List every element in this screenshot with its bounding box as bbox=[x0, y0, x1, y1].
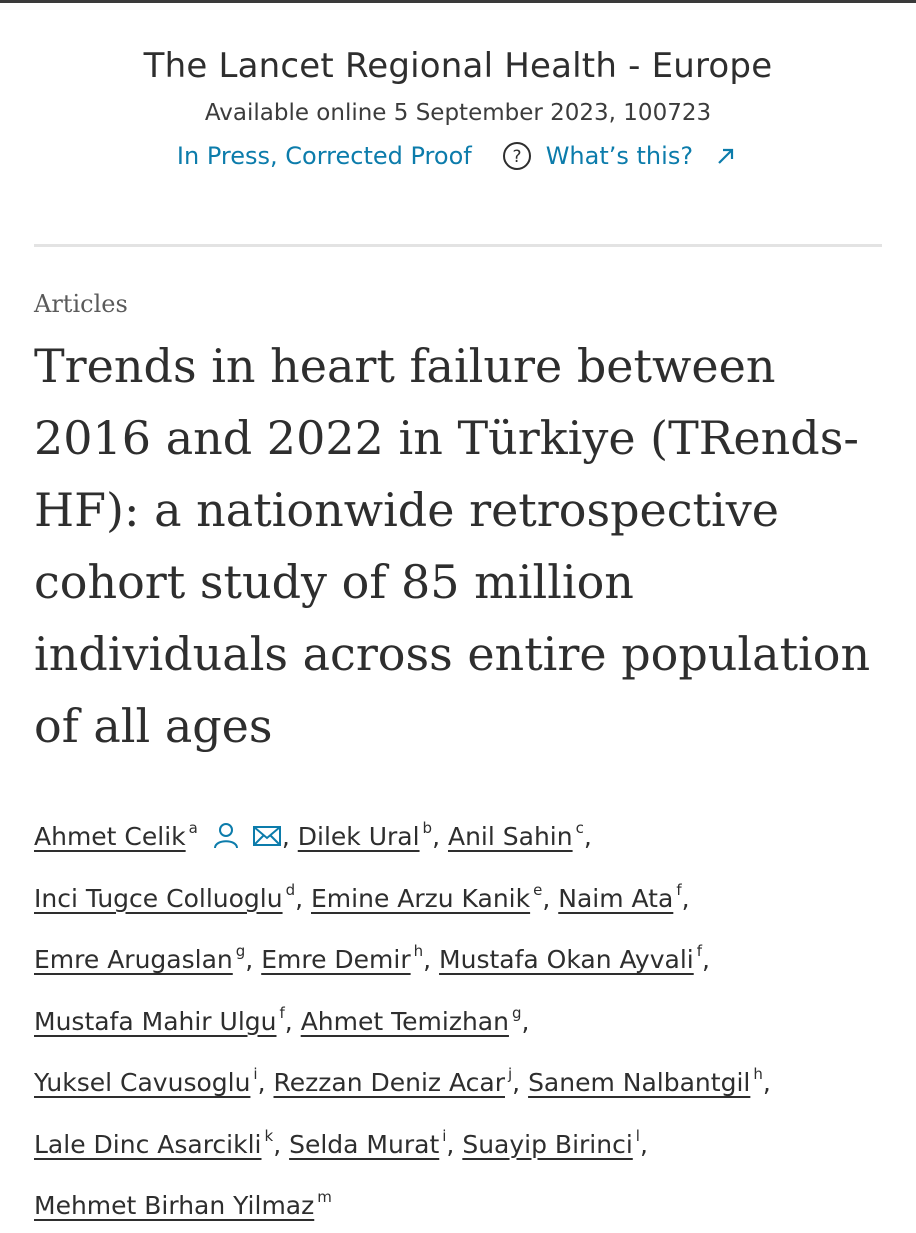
author-link[interactable]: Inci Tugce Colluoglu bbox=[34, 883, 283, 913]
affiliation-marker[interactable]: h bbox=[753, 1065, 763, 1083]
author-item: Dilek Ural $^b$, bbox=[297, 819, 448, 851]
external-link-arrow-icon[interactable] bbox=[713, 143, 739, 169]
author-link[interactable]: Mehmet Birhan Yilmaz bbox=[34, 1191, 315, 1220]
author-item: Ahmet Celik $^a$ , bbox=[34, 822, 298, 851]
affiliation-marker[interactable]: j bbox=[507, 1065, 513, 1083]
author-item: Anil Sahin $^c$, bbox=[447, 819, 592, 851]
affiliation-marker[interactable]: b bbox=[422, 819, 433, 837]
author-link[interactable]: Mustafa Mahir Ulgu bbox=[34, 1006, 277, 1036]
top-border bbox=[0, 0, 916, 3]
author-item: Lale Dinc Asarcikli $^k$, bbox=[34, 1126, 290, 1159]
affiliation-marker[interactable]: f bbox=[279, 1003, 285, 1022]
author-item: Mustafa Okan Ayvali $^f$, bbox=[439, 942, 710, 974]
author-item: Emine Arzu Kanik $^e$, bbox=[311, 880, 559, 913]
affiliation-marker[interactable]: i bbox=[253, 1065, 258, 1083]
affiliation-marker[interactable]: e bbox=[533, 880, 543, 899]
author-link[interactable]: Anil Sahin bbox=[447, 822, 573, 851]
author-link[interactable]: Emine Arzu Kanik bbox=[311, 883, 531, 913]
whats-this-link[interactable]: What’s this? bbox=[545, 142, 694, 170]
author-link[interactable]: Mustafa Okan Ayvali bbox=[439, 945, 694, 974]
author-link[interactable]: Naim Ata bbox=[558, 883, 674, 913]
author-link[interactable]: Emre Arugaslan bbox=[34, 945, 233, 974]
author-item: Mustafa Mahir Ulgu $^f$, bbox=[34, 1003, 301, 1036]
author-item: Suayip Birinci $^l$, bbox=[462, 1126, 648, 1159]
author-link[interactable]: Ahmet Temizhan bbox=[300, 1006, 509, 1036]
author-link[interactable]: Suayip Birinci bbox=[462, 1129, 633, 1159]
author-item: Emre Arugaslan $^g$, bbox=[34, 942, 262, 974]
affiliation-marker[interactable]: g bbox=[511, 1003, 522, 1022]
svg-text:?: ? bbox=[512, 147, 522, 167]
author-link[interactable]: Ahmet Celik bbox=[34, 822, 186, 851]
affiliation-marker[interactable]: a bbox=[188, 819, 198, 837]
author-link[interactable]: Sanem Nalbantgil bbox=[528, 1068, 751, 1097]
question-circle-icon[interactable] bbox=[502, 141, 532, 171]
affiliation-marker[interactable]: f bbox=[696, 942, 702, 960]
author-link[interactable]: Emre Demir bbox=[261, 945, 411, 974]
author-list bbox=[34, 802, 894, 1233]
journal-title[interactable]: The Lancet Regional Health - Europe bbox=[143, 46, 773, 86]
affiliation-marker[interactable]: c bbox=[575, 819, 584, 837]
affiliation-marker[interactable]: l bbox=[635, 1126, 640, 1145]
author-item: Sanem Nalbantgil $^h$, bbox=[528, 1065, 771, 1097]
author-link[interactable]: Lale Dinc Asarcikli bbox=[34, 1129, 262, 1159]
affiliation-marker[interactable]: m bbox=[317, 1188, 332, 1206]
author-link[interactable]: Dilek Ural bbox=[297, 822, 420, 851]
header-divider bbox=[34, 244, 882, 247]
author-item: Rezzan Deniz Acar $^j$, bbox=[273, 1065, 529, 1097]
affiliation-marker[interactable]: k bbox=[264, 1126, 274, 1145]
corrected-proof-link[interactable]: In Press, Corrected Proof bbox=[176, 142, 472, 170]
affiliation-marker[interactable]: g bbox=[235, 942, 246, 960]
author-item: Yuksel Cavusoglu $^i$, bbox=[34, 1065, 274, 1097]
journal-header bbox=[0, 44, 916, 172]
author-item: Selda Murat $^i$, bbox=[289, 1126, 463, 1159]
article-section: Articles bbox=[34, 290, 128, 318]
author-item: Naim Ata $^f$, bbox=[558, 880, 690, 913]
affiliation-marker[interactable]: d bbox=[285, 880, 296, 899]
availability-date: Available online 5 September 2023, 100723 bbox=[204, 100, 712, 126]
author-item bbox=[34, 1188, 332, 1220]
envelope-icon[interactable] bbox=[252, 814, 282, 840]
affiliation-marker[interactable]: f bbox=[676, 880, 682, 899]
affiliation-marker[interactable]: h bbox=[413, 942, 424, 960]
author-item: Ahmet Temizhan $^g$, bbox=[300, 1003, 530, 1036]
author-item: Inci Tugce Colluoglu $^d$, bbox=[34, 880, 311, 913]
author-link[interactable]: Selda Murat bbox=[289, 1129, 440, 1159]
author-item: Emre Demir $^h$, bbox=[261, 942, 440, 974]
author-link[interactable]: Yuksel Cavusoglu bbox=[34, 1068, 251, 1097]
affiliation-marker[interactable]: i bbox=[442, 1126, 447, 1145]
author-link[interactable]: Rezzan Deniz Acar bbox=[273, 1068, 505, 1097]
person-icon[interactable] bbox=[212, 814, 240, 842]
article-title: Trends in heart failure between 2016 and 2022 in Türkiye (TRends-HF): a nationwide retrospective cohort study of 85 million individuals across entire population of all ages bbox=[34, 339, 871, 753]
status-row bbox=[0, 140, 916, 172]
